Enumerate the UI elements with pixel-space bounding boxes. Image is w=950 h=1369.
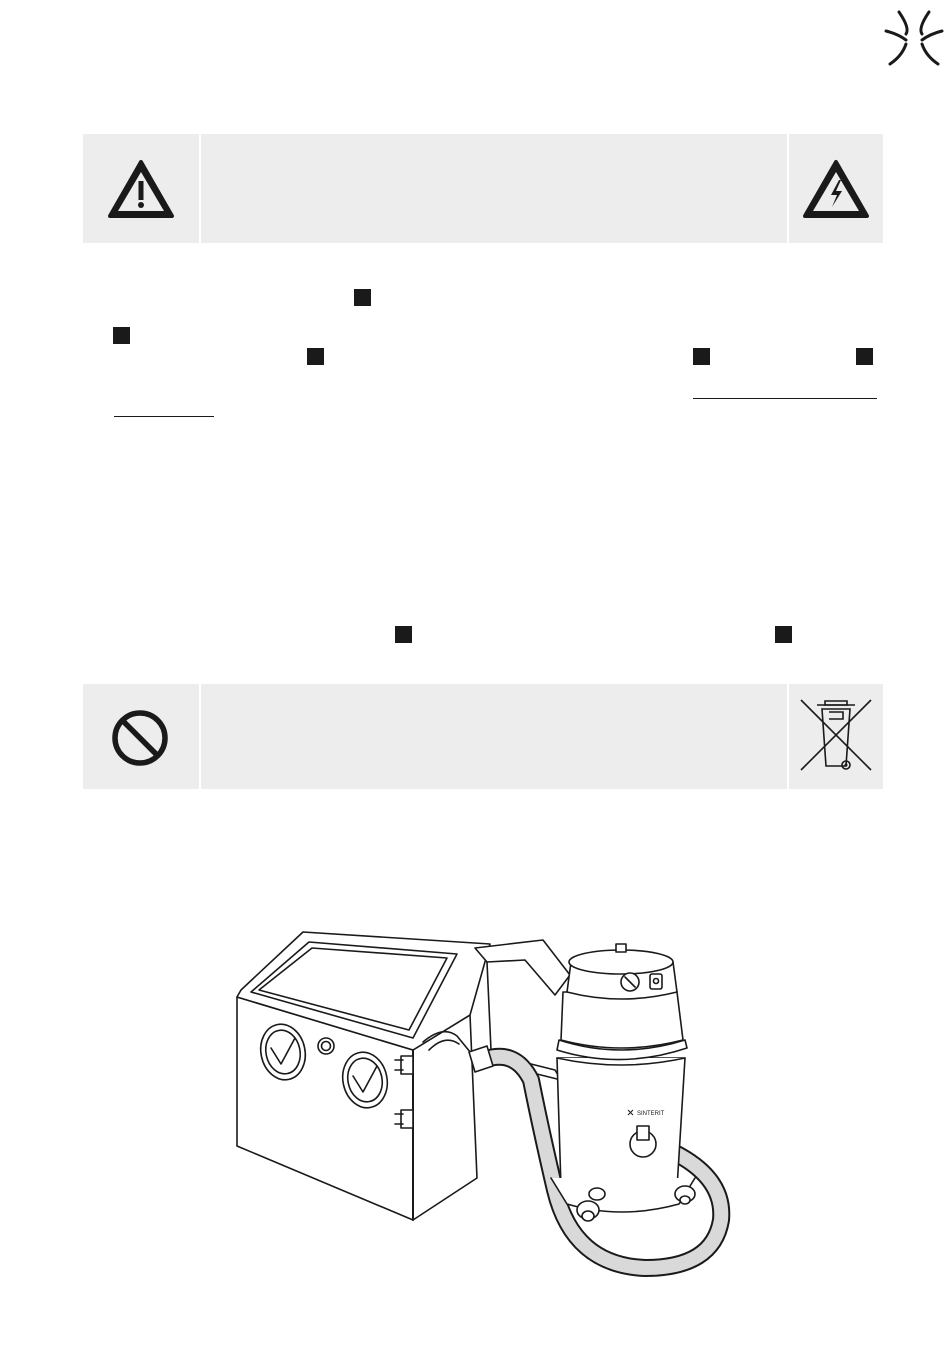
warning-panel-right-cell — [789, 134, 883, 243]
link-underline — [114, 416, 214, 417]
vacuum-brand-text: SINTERIT — [637, 1111, 665, 1117]
illustration-cabinet-vacuum — [225, 920, 745, 1280]
prohibition-panel-right-cell — [789, 684, 883, 789]
warning-triangle-icon — [83, 134, 199, 243]
warning-panel-text-cell — [201, 134, 787, 243]
marker-square — [775, 626, 792, 643]
marker-square — [856, 348, 873, 365]
brand-x-logo-icon — [884, 8, 944, 68]
marker-square — [395, 626, 412, 643]
brand-logo — [884, 8, 944, 68]
prohibition-panel-left-cell — [83, 684, 199, 789]
prohibition-panel-text-cell — [201, 684, 787, 789]
marker-square — [354, 289, 371, 306]
prohibited-sign-icon — [83, 684, 199, 789]
crossed-out-wheelie-bin-icon — [789, 684, 883, 789]
marker-square — [113, 327, 130, 344]
warning-panel-left-cell — [83, 134, 199, 243]
marker-square — [693, 348, 710, 365]
electric-hazard-icon — [789, 134, 883, 243]
marker-square — [307, 348, 324, 365]
sandblasting-cabinet-illustration — [225, 920, 745, 1280]
link-underline — [693, 398, 877, 399]
